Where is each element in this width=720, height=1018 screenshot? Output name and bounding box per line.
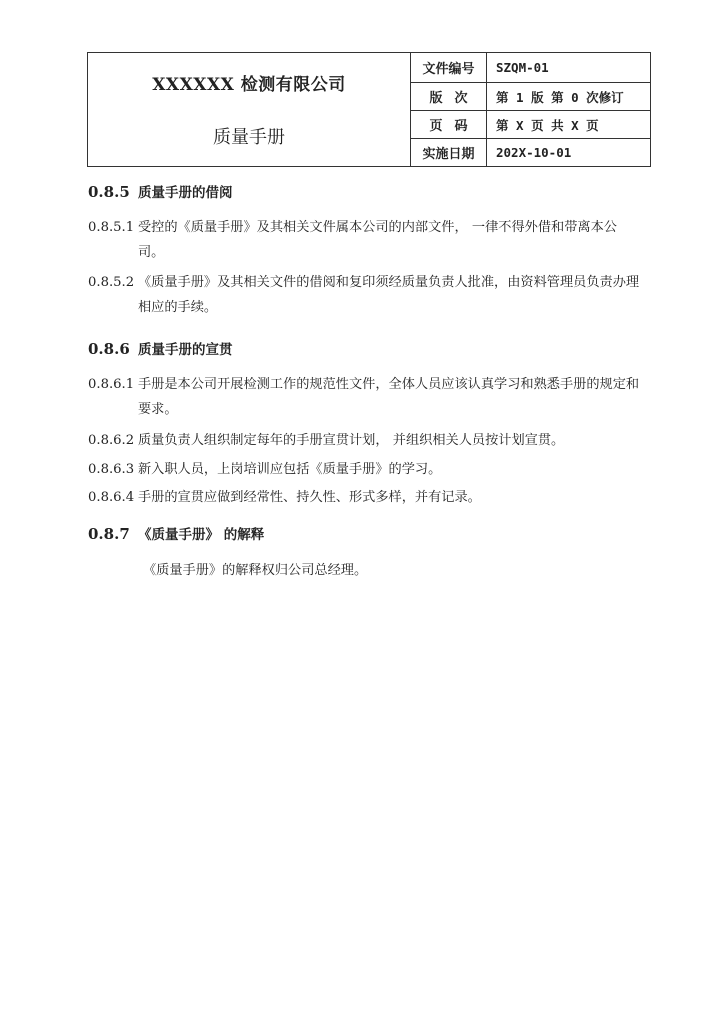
item-text: 手册的宣贯应做到经常性、持久性、形式多样，并有记录。 (138, 490, 481, 505)
list-item (88, 372, 640, 422)
interpretation-text: 《质量手册》的解释权归公司总经理。 (143, 563, 368, 578)
section-number: 0.8.7 (88, 525, 130, 543)
effective-date-value: 202X-10-01 (487, 139, 651, 167)
file-number-value: SZQM-01 (487, 53, 651, 83)
list-item (88, 485, 640, 510)
item-number: 0.8.5.1 (88, 220, 135, 235)
section-heading (88, 523, 264, 543)
item-number: 0.8.6.1 (88, 377, 135, 392)
item-text: 新入职人员，上岗培训应包括《质量手册》的学习。 (138, 462, 442, 477)
item-number: 0.8.6.3 (88, 462, 135, 477)
section-title: 质量手册的借阅 (138, 185, 233, 201)
company-cell (88, 53, 411, 167)
section-heading (88, 338, 233, 358)
item-text: 手册是本公司开展检测工作的规范性文件，全体人员应该认真学习和熟悉手册的规定和要求。 (138, 377, 640, 417)
section-title: 质量手册的宣贯 (138, 342, 233, 358)
item-number: 0.8.6.4 (88, 490, 135, 505)
document-header-table (87, 52, 651, 167)
company-name: XXXXXX 检测有限公司 (152, 75, 346, 95)
manual-title: 质量手册 (213, 127, 285, 148)
section-number: 0.8.5 (88, 183, 130, 201)
item-number: 0.8.6.2 (88, 433, 135, 448)
section-number: 0.8.6 (88, 340, 130, 358)
page-label: 页码 (411, 111, 487, 139)
list-item (88, 457, 640, 482)
list-item (88, 270, 640, 320)
item-text: 受控的《质量手册》及其相关文件属本公司的内部文件， 一律不得外借和带离本公司。 (138, 220, 617, 260)
section-heading (88, 181, 233, 201)
item-text: 《质量手册》及其相关文件的借阅和复印须经质量负责人批准，由资料管理员负责办理相应的手续。 (138, 275, 640, 315)
page-value: 第 X 页 共 X 页 (487, 111, 651, 139)
version-label: 版次 (411, 83, 487, 111)
effective-date-label: 实施日期 (411, 139, 487, 167)
item-text: 质量负责人组织制定每年的手册宣贯计划， 并组织相关人员按计划宣贯。 (138, 433, 565, 448)
list-item (88, 428, 640, 453)
file-number-label: 文件编号 (411, 53, 487, 83)
item-number: 0.8.5.2 (88, 275, 135, 290)
version-value: 第 1 版 第 0 次修订 (487, 83, 651, 111)
section-title: 《质量手册》 的解释 (138, 527, 265, 543)
list-item (88, 215, 640, 265)
